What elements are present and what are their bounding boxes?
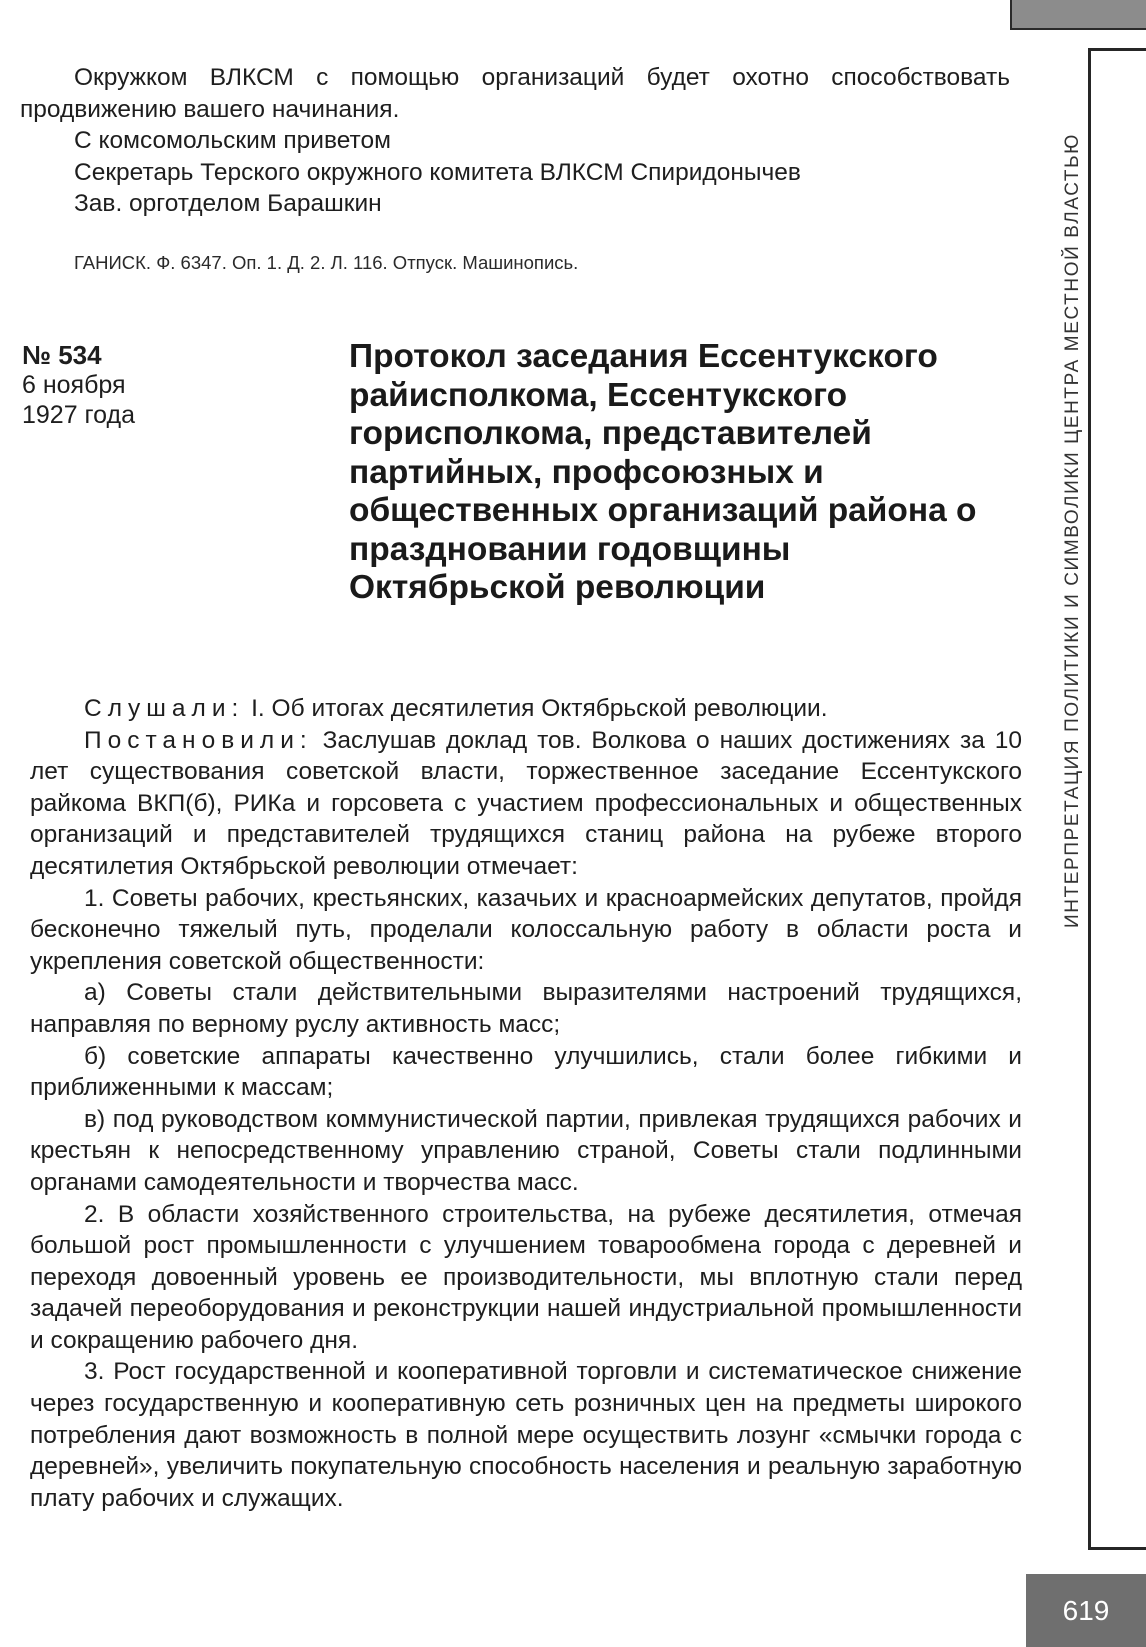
letter-greeting: С комсомольским приветом — [74, 127, 391, 155]
document-title: Протокол заседания Ессентукского райисполкома, Ессентукского горисполкома, представителей партийных, профсоюзных и общественных организаций района о праздновании годовщины Октябрьской революции — [349, 338, 977, 606]
point-1: 1. Советы рабочих, крестьянских, казачьих и красноармейских депутатов, пройдя бесконечно тяжелый путь, проделали колоссальную работу в области роста и укрепления советской общественности: — [30, 884, 1022, 975]
letter-ending — [20, 62, 1010, 220]
point-1c: в) под руководством коммунистической партии, привлекая трудящихся рабочих и крестьян к непосредственному управлению страной, Советы стали подлинными органами самодеятельности и творчества масс. — [30, 1105, 1022, 1196]
letter-closing: Окружком ВЛКСМ с помощью организаций будет охотно способствовать продвижению вашего начинания. — [20, 64, 1010, 123]
document-body — [30, 693, 1022, 1514]
side-frame — [1088, 48, 1146, 1550]
point-2: 2. В области хозяйственного строительства, на рубеже десятилетия, отмечая большой рост промышленности с улучшением товарообмена города с деревней и переходя довоенный уровень ее производительности, мы вплотную стали перед задачей переоборудования и реконструкции нашей индустриальной промышленности и сокращению рабочего дня. — [30, 1200, 1022, 1354]
running-header: ИНТЕРПРЕТАЦИЯ ПОЛИТИКИ И СИМВОЛИКИ ЦЕНТРА МЕСТНОЙ ВЛАСТЬЮ — [1062, 133, 1083, 928]
point-1a: а) Советы стали действительными выразителями настроений трудящихся, направляя по верному руслу активность масс; — [30, 979, 1022, 1038]
page-number: 619 — [1026, 1574, 1146, 1647]
document-date-day: 6 ноября — [22, 371, 126, 399]
heard-label: Слушали: — [84, 695, 245, 722]
letter-signature-head: Зав. орготделом Барашкин — [74, 190, 382, 218]
archive-source: ГАНИСК. Ф. 6347. Оп. 1. Д. 2. Л. 116. Отпуск. Машинопись. — [74, 252, 579, 273]
heard-paragraph — [30, 693, 1022, 725]
resolved-label: Постановили: — [84, 726, 313, 754]
document-date-year: 1927 года — [22, 401, 135, 429]
corner-tab — [1010, 0, 1146, 30]
resolved-paragraph — [30, 725, 1022, 883]
resolved-text: Заслушав доклад тов. Волкова о наших достижениях за 10 лет существования советской власти, торжественное заседание Ессентукского райкома ВКП(б), РИКа и горсовета с участием профессиональных и общественных организаций и представителей трудящихся станиц района на рубеже второго десятилетия Октябрьской революции отмечает: — [30, 726, 1023, 880]
point-3: 3. Рост государственной и кооперативной торговли и систематическое снижение через государственную и кооперативную сеть розничных цен на предметы широкого потребления дают возможность в полной мере осуществить лозунг «смычки города с деревней», увеличить покупательную способность населения и реальную заработную плату рабочих и служащих. — [30, 1358, 1022, 1512]
point-1b: б) советские аппараты качественно улучшились, стали более гибкими и приближенными к массам; — [30, 1042, 1022, 1102]
heard-text: I. Об итогах десятилетия Октябрьской революции. — [251, 695, 828, 722]
document-meta — [22, 340, 135, 430]
document-number: № 534 — [22, 340, 102, 370]
letter-signature-secretary: Секретарь Терского окружного комитета ВЛКСМ Спиридонычев — [74, 158, 801, 186]
